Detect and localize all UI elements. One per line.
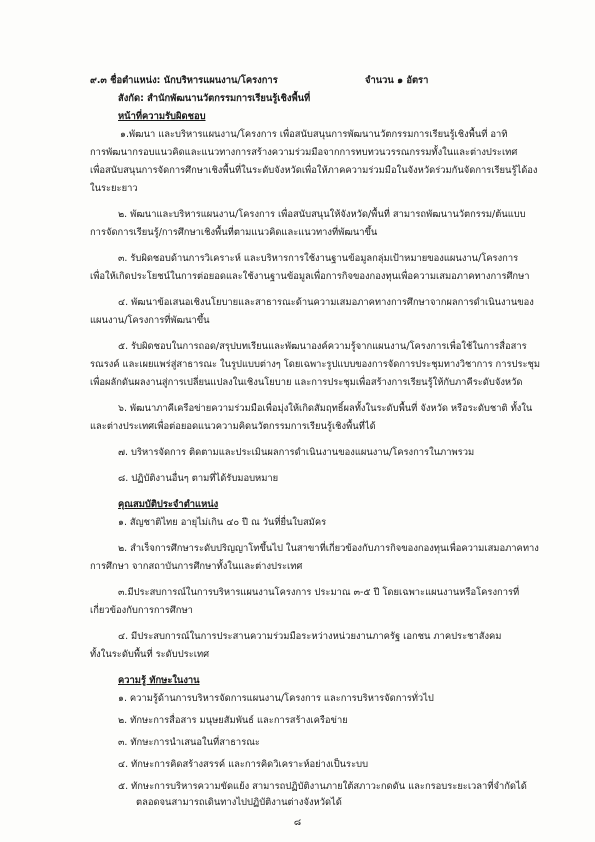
- duty-line: ๘. ปฏิบัติงานอื่นๆ ตามที่ได้รับมอบหมาย: [118, 473, 279, 484]
- duties-heading: หน้าที่ความรับผิดชอบ: [118, 111, 206, 122]
- department-line: สังกัด: สำนักพัฒนานวัตกรรมการเรียนรู้เชิงพื้นที่: [118, 93, 311, 104]
- position-count: จำนวน ๑ อัตรา: [365, 75, 429, 86]
- qualification-line: ทั้งในระดับพื้นที่ ระดับประเทศ: [90, 649, 210, 660]
- duty-line: ๗. บริหารจัดการ ติดตามและประเมินผลการดำเนินงานของแผนงาน/โครงการในภาพรวม: [118, 447, 475, 458]
- duty-line: ๖. พัฒนาภาคีเครือข่ายความร่วมมือเพื่อมุ่งให้เกิดสัมฤทธิ์ผลทั้งในระดับพื้นที่ จังหวัด หรือระดับชาติ ทั้งใน: [118, 403, 533, 414]
- duty-line: ๓. รับผิดชอบด้านการวิเคราะห์ และบริหารการใช้งานฐานข้อมูลกลุ่มเป้าหมายของแผนงาน/โครงการ: [118, 253, 519, 264]
- duty-line: ในระยะยาว: [90, 183, 138, 194]
- qualifications-heading: คุณสมบัติประจำตำแหน่ง: [118, 499, 219, 510]
- duty-line: ๒. พัฒนาและบริหารแผนงาน/โครงการ เพื่อสนับสนุนให้จังหวัด/พื้นที่ สามารถพัฒนานวัตกรรม/ต้นแบบ: [118, 209, 526, 220]
- skill-line: ๑. ความรู้ด้านการบริหารจัดการแผนงาน/โครงการ และการบริหารจัดการทั่วไป: [118, 693, 434, 704]
- qualification-line: เกี่ยวข้องกับการการศึกษา: [90, 605, 193, 616]
- skill-line: ตลอดจนสามารถเดินทางไปปฏิบัติงานต่างจังหวัดได้: [136, 797, 342, 808]
- qualification-line: ๔. มีประสบการณ์ในการประสานความร่วมมือระหว่างหน่วยงานภาครัฐ เอกชน ภาคประชาสังคม: [118, 631, 502, 642]
- duty-line: ๔. พัฒนาข้อเสนอเชิงนโยบายและสาธารณะด้านความเสมอภาคทางการศึกษาจากผลการดำเนินงานของ: [118, 297, 534, 308]
- duty-line: และต่างประเทศเพื่อต่อยอดแนวความคิดนวัตกรรมการเรียนรู้เชิงพื้นที่ได้: [90, 421, 376, 432]
- duty-line: รณรงค์ และเผยแพร่สู่สาธารณะ ในรูปแบบต่างๆ โดยเฉพาะรูปแบบของการจัดการประชุมทางวิชาการ การประชุม: [90, 359, 541, 370]
- duty-line: ๕. รับผิดชอบในการถอด/สรุปบทเรียนและพัฒนาองค์ความรู้จากแผนงาน/โครงการเพื่อใช้ในการสื่อสาร: [118, 341, 527, 352]
- skill-line: ๕. ทักษะการบริหารความขัดแย้ง สามารถปฏิบัติงานภายใต้สภาวะกดดัน และกรอบระยะเวลาที่จำกัดได้: [118, 781, 527, 792]
- skill-line: ๔. ทักษะการคิดสร้างสรรค์ และการคิดวิเคราะห์อย่างเป็นระบบ: [118, 759, 369, 770]
- skill-line: ๒. ทักษะการสื่อสาร มนุษยสัมพันธ์ และการสร้างเครือข่าย: [118, 715, 348, 726]
- duty-line: การพัฒนากรอบแนวคิดและแนวทางการสร้างความร่วมมือจากการทบทวนวรรณกรรมทั้งในและต่างประเทศ: [90, 147, 518, 158]
- qualification-line: ๓.มีประสบการณ์ในการบริหารแผนงานโครงการ ประมาณ ๓-๕ ปี โดยเฉพาะแผนงานหรือโครงการที่: [118, 587, 520, 598]
- skill-line: ๓. ทักษะการนำเสนอในที่สาธารณะ: [118, 737, 260, 748]
- qualification-line: การศึกษา จากสถาบันการศึกษาทั้งในและต่างประเทศ: [90, 561, 303, 572]
- skills-heading: ความรู้ ทักษะในงาน: [118, 675, 200, 686]
- page-number: ๘: [293, 817, 302, 828]
- duty-line: เพื่อผลักดันผลงานสู่การเปลี่ยนแปลงในเชิงนโยบาย และการประชุมเพื่อสร้างการเรียนรู้ให้กับภาคีระดับจังหวัด: [90, 377, 523, 388]
- duty-line: ๑.พัฒนา และบริหารแผนงาน/โครงการ เพื่อสนับสนุนการพัฒนานวัตกรรมการเรียนรู้เชิงพื้นที่ อาทิ: [120, 129, 508, 140]
- duty-line: เพื่อสนับสนุนการจัดการศึกษาเชิงพื้นที่ในระดับจังหวัดเพื่อให้ภาคความร่วมมือในจังหวัดร่วมกันจัดการเรียนรู้ได้อง: [90, 165, 538, 176]
- duty-line: แผนงาน/โครงการที่พัฒนาขึ้น: [90, 315, 210, 326]
- duty-line: เพื่อให้เกิดประโยชน์ในการต่อยอดและใช้งานฐานข้อมูลเพื่อการกิจของกองทุนเพื่อความเสมอภาคทางการศึกษา: [90, 271, 530, 282]
- qualification-line: ๑. สัญชาติไทย อายุไม่เกิน ๔๐ ปี ณ วันที่ยื่นใบสมัคร: [118, 517, 327, 528]
- qualification-line: ๒. สำเร็จการศึกษาระดับปริญญาโทขึ้นไป ในสาขาที่เกี่ยวข้องกับภารกิจของกองทุนเพื่อความเสมอภาคทาง: [118, 543, 539, 554]
- position-title: ๙.๓ ชื่อตำแหน่ง: นักบริหารแผนงาน/โครงการ: [90, 75, 278, 86]
- duty-line: การจัดการเรียนรู้/การศึกษาเชิงพื้นที่ตามแนวคิดและแนวทางที่พัฒนาขึ้น: [90, 227, 378, 238]
